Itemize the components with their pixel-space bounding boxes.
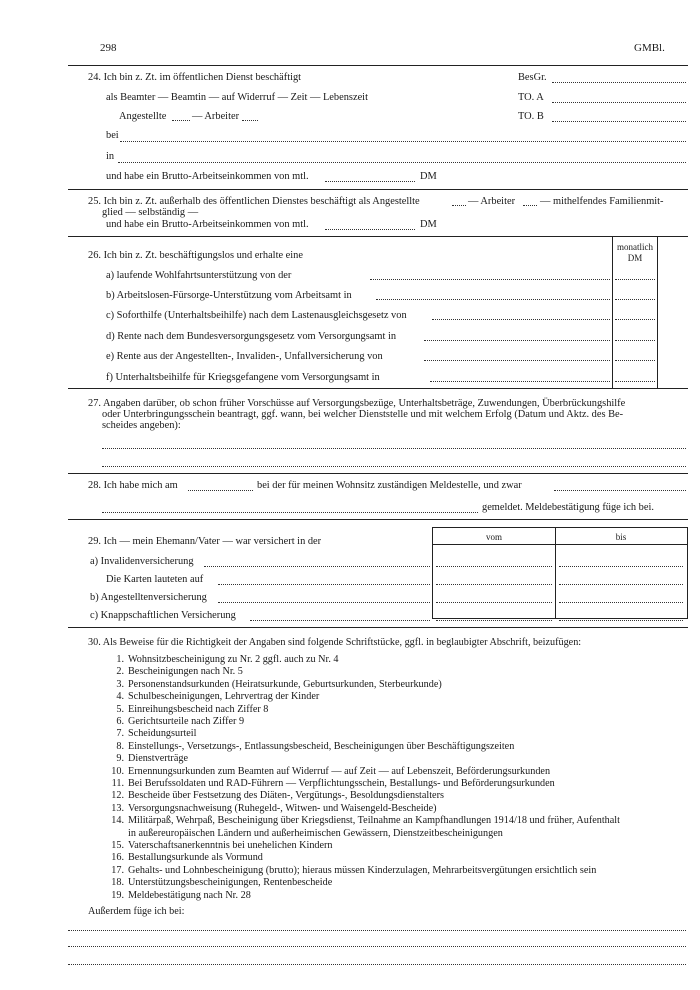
s30-item-number: 9. <box>116 753 124 765</box>
s28-place-field[interactable] <box>554 490 686 491</box>
s26-item-f-amount[interactable] <box>615 381 655 382</box>
s24-income-label: und habe ein Brutto-Arbeitseinkommen von mtl. <box>106 171 309 182</box>
s24-income-field[interactable] <box>325 181 415 182</box>
s29-row-a-bis[interactable] <box>559 566 683 567</box>
s25-dm: DM <box>420 219 437 230</box>
s29-row-a-von[interactable] <box>436 566 552 567</box>
s26-item-d: d) Rente nach dem Bundesversorgungsgesetz vom Versorgungsamt in <box>106 331 397 342</box>
s30-item-text: Gerichtsurteile nach Ziffer 9 <box>128 716 245 727</box>
s30-item-number: 17. <box>111 864 124 876</box>
journal-abbrev: GMBl. <box>634 42 665 54</box>
s29-title: 29. Ich — mein Ehemann/Vater — war versichert in der <box>88 536 322 547</box>
s30-item-text: Schulbescheinigungen, Lehrvertrag der Kinder <box>128 691 320 703</box>
s29-row-karten-bis[interactable] <box>559 584 683 585</box>
s30-extra-field-2[interactable] <box>68 946 686 947</box>
s26-item-e-amount[interactable] <box>615 360 655 361</box>
s28-c: gemeldet. Meldebestätigung füge ich bei. <box>482 502 654 513</box>
s30-item-number: 5. <box>116 703 124 715</box>
s30-item-text: Bescheide über Festsetzung des Diäten-, Vergütungs-, Besoldungsdienstalters <box>128 790 444 802</box>
s24-toa-field[interactable] <box>552 102 686 103</box>
s26-item-b-field[interactable] <box>376 299 610 300</box>
s26-item-e-field[interactable] <box>424 360 610 361</box>
s26-col-header-2: DM <box>627 253 643 263</box>
s29-header-rule <box>432 544 688 545</box>
s30-item-text: Einreihungsbescheid nach Ziffer 8 <box>128 703 269 715</box>
s30-item-number: 13. <box>111 802 124 814</box>
s27-field-1[interactable] <box>102 448 686 449</box>
s26-item-e: e) Rente aus der Angestellten-, Invaliden-, Unfallversicherung von <box>106 351 383 362</box>
s25-line1a: 25. Ich bin z. Zt. außerhalb des öffentlichen Dienstes beschäftigt als Angestellte <box>88 196 420 207</box>
s30-item-number: 3. <box>116 678 124 690</box>
s29-row-c-bis[interactable] <box>559 620 683 621</box>
s24-besgr-label: BesGr. <box>518 72 547 83</box>
s25-line2: glied — selbständig — <box>102 207 199 218</box>
rule-27 <box>68 473 688 474</box>
s24-besgr-field[interactable] <box>552 82 686 83</box>
s30-item-number: 19. <box>111 889 124 901</box>
s24-bei-field[interactable] <box>120 141 686 142</box>
s29-col-bis: bis <box>615 532 627 542</box>
s24-tob-label: TO. B <box>518 111 544 122</box>
s26-item-a: a) laufende Wohlfahrtsunterstützung von der <box>106 270 292 281</box>
s30-item-number: 14. <box>111 815 124 827</box>
rule-25 <box>68 236 688 237</box>
s24-dm: DM <box>420 171 437 182</box>
s26-item-c-amount[interactable] <box>615 319 655 320</box>
rule-29 <box>68 627 688 628</box>
s24-arbeiter-field[interactable] <box>242 120 258 121</box>
s26-title: 26. Ich bin z. Zt. beschäftigungslos und erhalte eine <box>88 250 303 261</box>
s30-title: 30. Als Beweise für die Richtigkeit der Angaben sind folgende Schriftstücke, ggfl. in beglaubigter Abschrift, beizufügen: <box>88 637 582 648</box>
s30-item-text: Unterstützungsbescheinigungen, Rentenbescheide <box>128 877 333 889</box>
s25-line1c: — mithelfendes Familienmit- <box>540 196 664 207</box>
s29-row-b: b) Angestelltenversicherung <box>90 592 207 603</box>
s29-row-b-von[interactable] <box>436 602 552 603</box>
s26-item-c-field[interactable] <box>432 319 610 320</box>
s24-angestellte: Angestellte <box>119 111 167 122</box>
s26-item-d-field[interactable] <box>424 340 610 341</box>
s25-income-label: und habe ein Brutto-Arbeitseinkommen von mtl. <box>106 219 309 230</box>
s27-line2: oder Unterbringungsschein beantragt, ggf. wann, bei welcher Dienststelle und mit welchem Erfolg (Datum und Aktz. des Be- <box>102 409 624 420</box>
s26-item-a-field[interactable] <box>370 279 610 280</box>
s30-item-text: Ernennungsurkunden zum Beamten auf Widerruf — auf Zeit — auf Lebenszeit, Beförderungsurkunden <box>128 765 551 777</box>
s29-row-a: a) Invalidenversicherung <box>90 556 194 567</box>
s30-item-text: Vaterschaftsanerkenntnis bei unehelichen Kindern <box>128 840 333 851</box>
s28-office-field[interactable] <box>102 512 478 513</box>
s30-item-number: 6. <box>116 716 124 727</box>
s26-item-f-field[interactable] <box>430 381 610 382</box>
s30-item-text: Bescheinigungen nach Nr. 5 <box>128 666 243 678</box>
s29-col-divider <box>555 527 556 619</box>
s25-income-field[interactable] <box>325 229 415 230</box>
s26-col-header-1: monatlich <box>617 242 653 252</box>
s27-field-2[interactable] <box>102 466 686 467</box>
s29-row-c-field[interactable] <box>250 620 430 621</box>
s24-toa-label: TO. A <box>518 92 544 103</box>
s30-item-number: 4. <box>116 691 124 703</box>
s29-row-c: c) Knappschaftlichen Versicherung <box>90 610 236 621</box>
s30-item-text: Versorgungsnachweisung (Ruhegeld-, Witwen- und Waisengeld-Bescheide) <box>128 802 437 814</box>
s26-item-d-amount[interactable] <box>615 340 655 341</box>
s29-row-c-von[interactable] <box>436 620 552 621</box>
s30-extra-field-3[interactable] <box>68 964 686 965</box>
s30-item-number: 12. <box>111 790 124 802</box>
page-number: 298 <box>100 42 117 54</box>
s30-item-number: 8. <box>116 740 124 752</box>
s28-a: 28. Ich habe mich am <box>88 480 178 491</box>
s29-row-b-field[interactable] <box>218 602 430 603</box>
s24-title: 24. Ich bin z. Zt. im öffentlichen Dienst beschäftigt <box>88 72 302 83</box>
s24-in-field[interactable] <box>118 162 686 163</box>
s30-item-text: Meldebestätigung nach Nr. 28 <box>128 889 251 901</box>
s28-b: bei der für meinen Wohnsitz zuständigen Meldestelle, und zwar <box>257 480 522 491</box>
s29-row-karten-field[interactable] <box>218 584 430 585</box>
s26-item-b: b) Arbeitslosen-Fürsorge-Unterstützung vom Arbeitsamt in <box>106 290 352 301</box>
s26-item-a-amount[interactable] <box>615 279 655 280</box>
s30-item-text: Gehalts- und Lohnbescheinigung (brutto); hieraus müssen Kinderzulagen, Mehrarbeitsvergütungen ersichtlich sein <box>128 864 597 876</box>
s30-item-number: 16. <box>111 852 124 864</box>
s29-row-b-bis[interactable] <box>559 602 683 603</box>
s24-line2: als Beamter — Beamtin — auf Widerruf — Zeit — Lebenszeit <box>106 92 368 103</box>
s30-item-text: Dienstverträge <box>128 753 188 765</box>
s30-item-number: 11. <box>111 778 124 789</box>
s29-row-a-field[interactable] <box>204 566 430 567</box>
header-rule <box>68 65 688 66</box>
s30-item-text: Scheidungsurteil <box>128 728 197 740</box>
s24-angestellte-field[interactable] <box>172 120 190 121</box>
s29-col-von: vom <box>485 532 502 542</box>
rule-24 <box>68 189 688 190</box>
s30-item-number: 10. <box>111 765 124 777</box>
s30-item-text: Einstellungs-, Versetzungs-, Entlassungsbescheid, Bescheinigungen über Beschäftigungszeiten <box>128 740 515 752</box>
s24-tob-field[interactable] <box>552 121 686 122</box>
s29-row-karten-von[interactable] <box>436 584 552 585</box>
s30-ausserdem: Außerdem füge ich bei: <box>88 906 185 917</box>
s30-item-text: in außereuropäischen Ländern und außerheimischen Gewässern, Dienstzeitbescheinigungen <box>128 827 503 839</box>
s24-arbeiter: — Arbeiter <box>192 111 240 122</box>
rule-26 <box>68 388 688 389</box>
s24-in-label: in <box>106 151 115 162</box>
s24-bei-label: bei <box>106 130 119 141</box>
s30-item-number: 2. <box>116 666 124 678</box>
s26-item-f: f) Unterhaltsbeihilfe für Kriegsgefangene vom Versorgungsamt in <box>106 372 380 383</box>
s30-item-number: 18. <box>111 877 124 889</box>
s30-item-text: Militärpaß, Wehrpaß, Bescheinigung über Kriegsdienst, Teilnahme an Kampfhandlungen 1914/18 und früher, Aufenthalt <box>128 815 620 827</box>
s30-item-number: 15. <box>111 840 124 851</box>
s30-item-text: Personenstandsurkunden (Heiratsurkunde, Geburtsurkunden, Sterbeurkunde) <box>128 678 442 690</box>
s29-row-karten: Die Karten lauteten auf <box>106 574 204 585</box>
s28-date-field[interactable] <box>188 490 253 491</box>
s25-angestellte-field[interactable] <box>452 205 466 206</box>
s25-line1b: — Arbeiter <box>468 196 516 207</box>
s26-item-b-amount[interactable] <box>615 299 655 300</box>
s25-arbeiter-field[interactable] <box>523 205 537 206</box>
rule-28 <box>68 519 688 520</box>
s30-item-number: 7. <box>116 728 124 740</box>
s30-item-text: Bei Berufssoldaten und RAD-Führern — Verpflichtungsschein, Bestallungs- und Beförderungsurkunden <box>128 778 555 789</box>
s30-item-text: Wohnsitzbescheinigung zu Nr. 2 ggfl. auch zu Nr. 4 <box>128 654 339 665</box>
s30-extra-field-1[interactable] <box>68 930 686 931</box>
s26-item-c: c) Soforthilfe (Unterhaltsbeihilfe) nach dem Lastenausgleichsgesetz von <box>106 310 407 321</box>
s30-item-number: 1. <box>116 654 124 665</box>
s27-line1: 27. Angaben darüber, ob schon früher Vorschüsse auf Versorgungsbezüge, Unterhaltsbeträge, Zuwendungen, Überbrückungshilfe <box>88 398 626 409</box>
s27-line3: scheides angeben): <box>102 420 181 431</box>
s30-item-text: Bestallungsurkunde als Vormund <box>128 852 263 864</box>
s26-col-right-border <box>657 237 658 388</box>
